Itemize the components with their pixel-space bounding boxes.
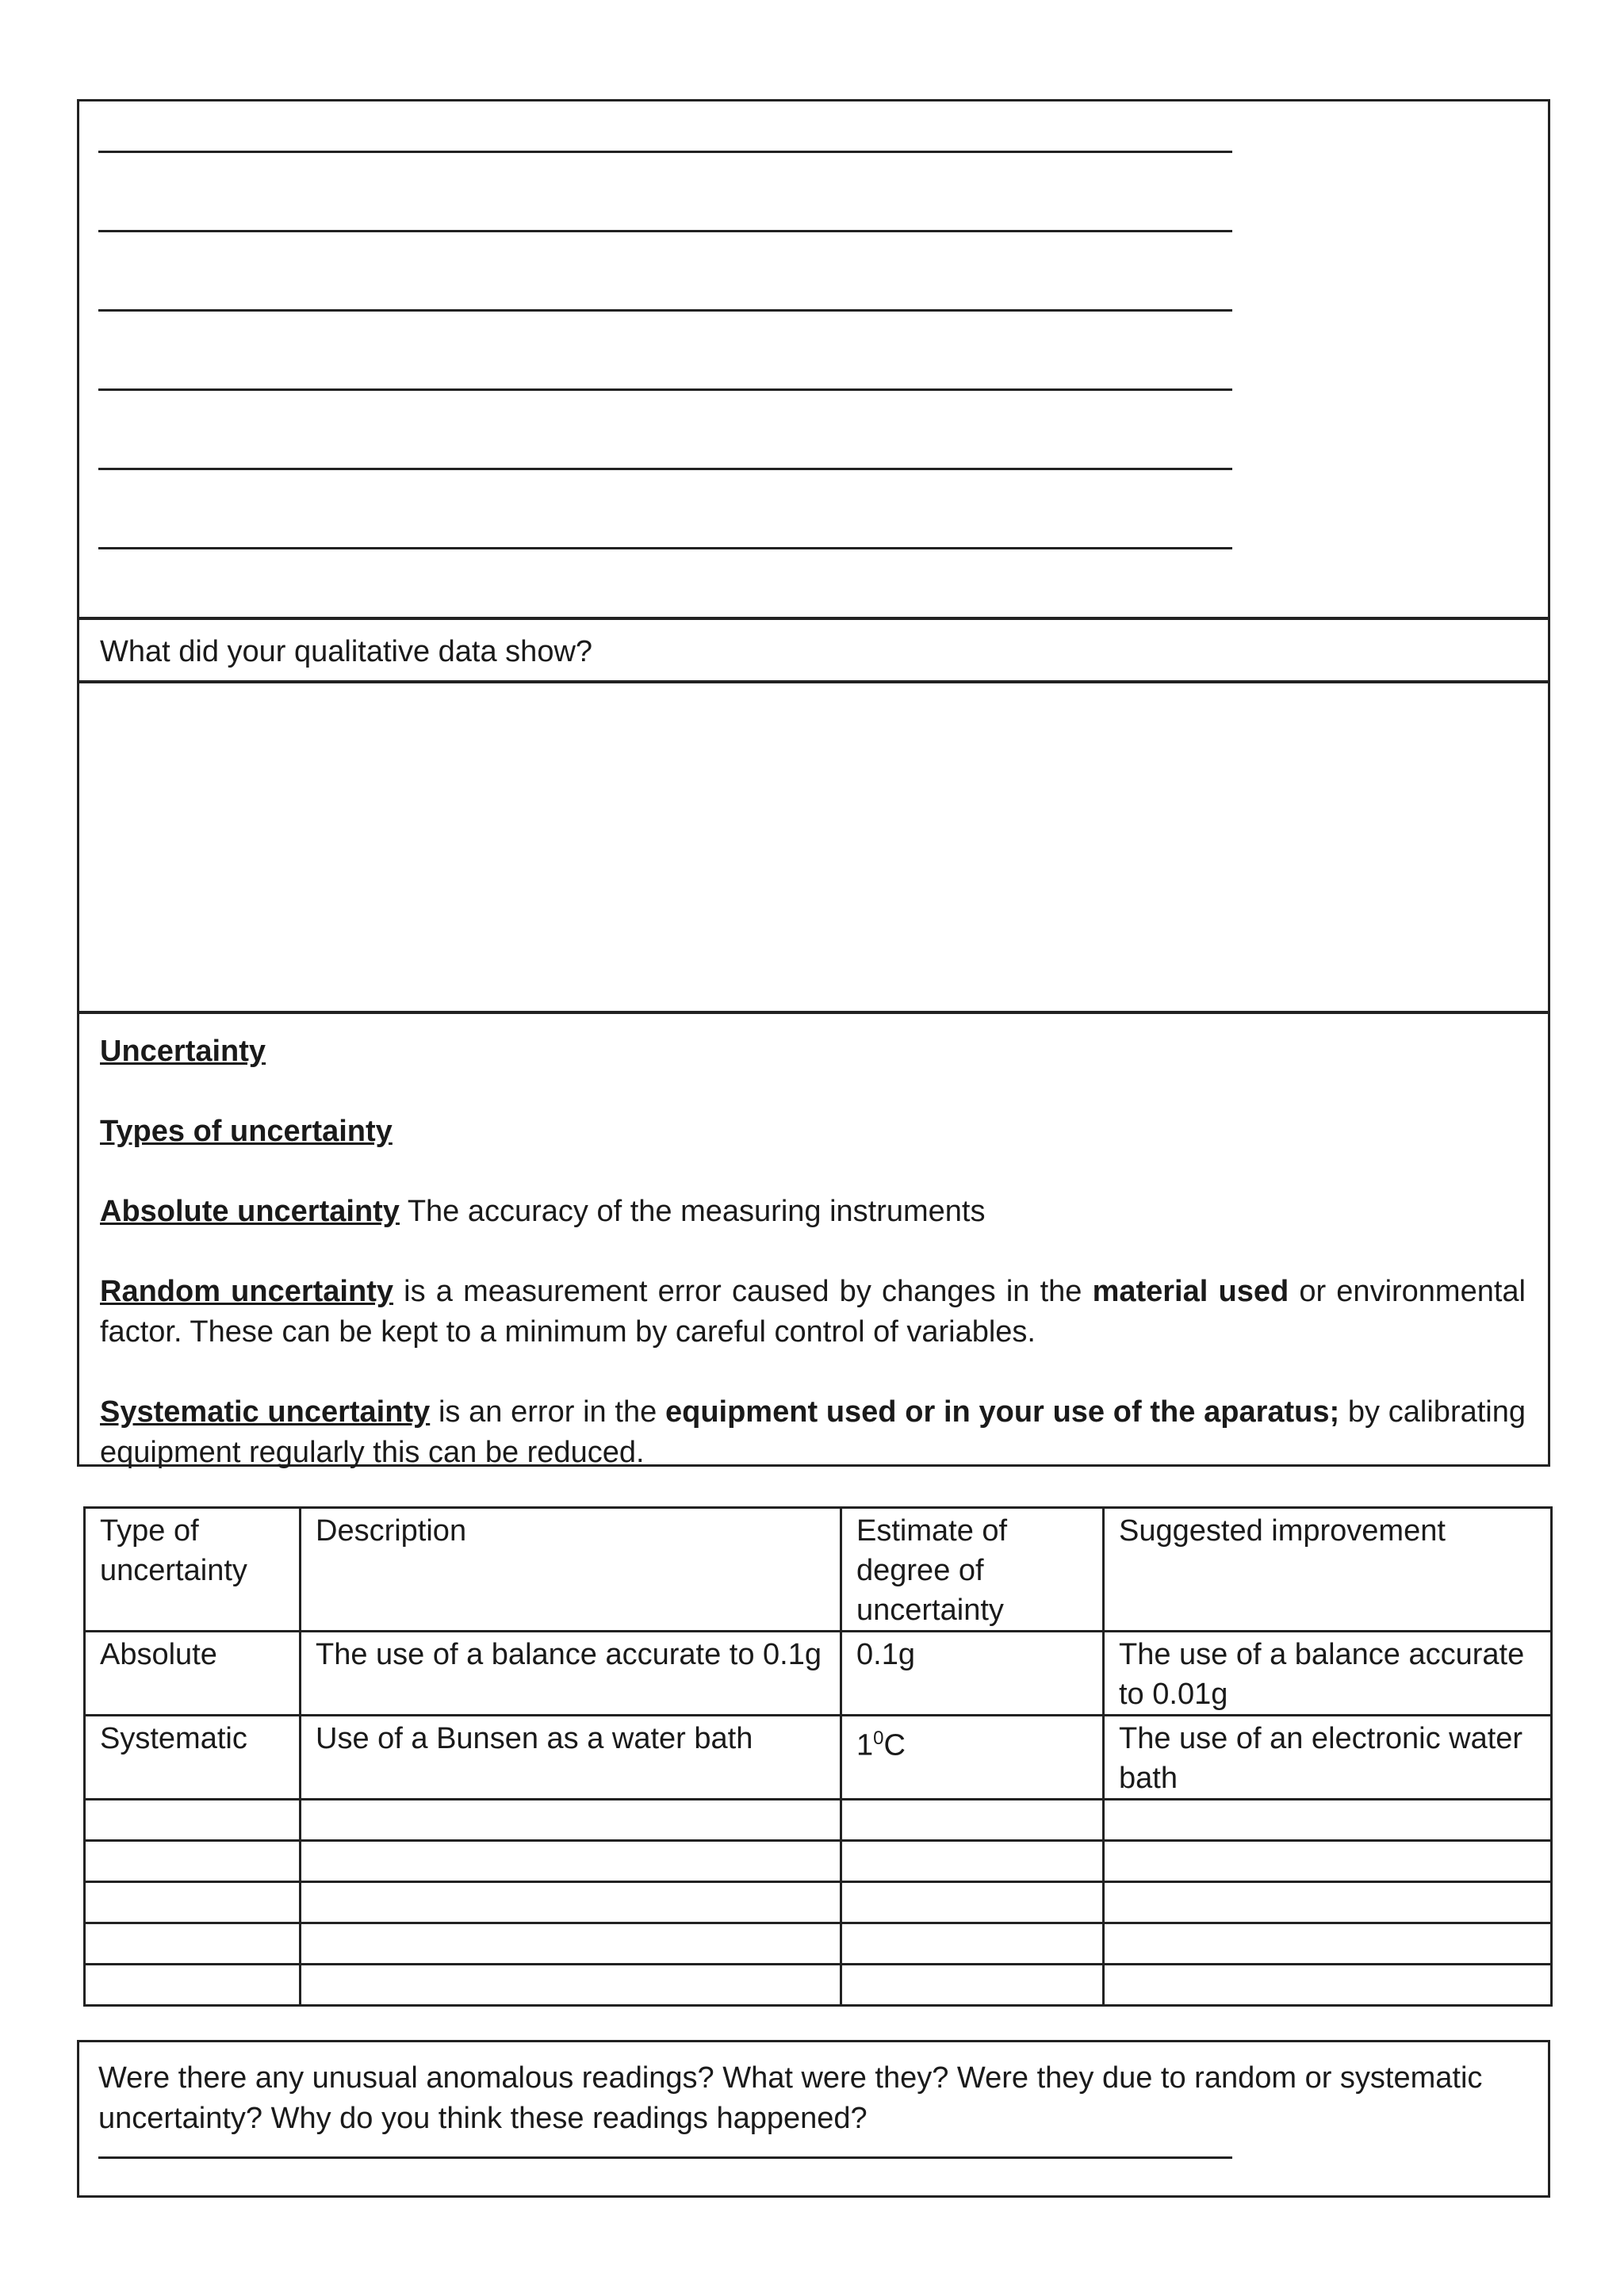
systematic-term: Systematic uncertainty (100, 1395, 431, 1429)
qualitative-answer-area[interactable] (79, 680, 1548, 1011)
random-definition (100, 1272, 1526, 1353)
systematic-definition (100, 1392, 1526, 1473)
cell-improvement: The use of an electronic water bath (1104, 1716, 1552, 1800)
empty-table-row[interactable] (85, 1882, 1552, 1923)
empty-table-row[interactable] (85, 1800, 1552, 1841)
cell-description: Use of a Bunsen as a water bath (301, 1716, 841, 1800)
cell-estimate (841, 1716, 1104, 1800)
answer-line[interactable] (98, 2156, 1232, 2159)
empty-table-row[interactable] (85, 1965, 1552, 2006)
uncertainty-section (79, 1011, 1548, 1473)
empty-cell[interactable] (1104, 1923, 1552, 1965)
systematic-bold: equipment used or in your use of the aparatus; (665, 1395, 1340, 1429)
estimate-number: 1 (856, 1728, 874, 1762)
header-description: Description (301, 1508, 841, 1632)
random-bold: material used (1092, 1275, 1289, 1308)
uncertainty-title: Uncertainty (100, 1035, 266, 1068)
systematic-text-1: is an error in the (430, 1395, 665, 1429)
empty-cell[interactable] (841, 1882, 1104, 1923)
answer-lines-area[interactable] (79, 101, 1548, 617)
empty-cell[interactable] (841, 1965, 1104, 2006)
estimate-superscript: 0 (873, 1728, 884, 1749)
empty-cell[interactable] (85, 1965, 301, 2006)
header-type: Type of uncertainty (85, 1508, 301, 1632)
empty-cell[interactable] (841, 1923, 1104, 1965)
header-improvement: Suggested improvement (1104, 1508, 1552, 1632)
empty-cell[interactable] (1104, 1800, 1552, 1841)
answer-line[interactable] (98, 388, 1232, 391)
empty-cell[interactable] (301, 1800, 841, 1841)
empty-cell[interactable] (1104, 1841, 1552, 1882)
empty-cell[interactable] (301, 1923, 841, 1965)
uncertainty-table (83, 1506, 1553, 2007)
empty-cell[interactable] (841, 1800, 1104, 1841)
cell-type: Systematic (85, 1716, 301, 1800)
absolute-text: The accuracy of the measuring instruments (399, 1195, 986, 1228)
empty-cell[interactable] (1104, 1965, 1552, 2006)
empty-cell[interactable] (1104, 1882, 1552, 1923)
cell-description: The use of a balance accurate to 0.1g (301, 1632, 841, 1716)
empty-cell[interactable] (85, 1882, 301, 1923)
systematic-text-2: by calibrating equipment regularly this can be reduced. (100, 1395, 1526, 1469)
cell-estimate: 0.1g (841, 1632, 1104, 1716)
analysis-form-box (77, 99, 1550, 1467)
cell-type: Absolute (85, 1632, 301, 1716)
table-row (85, 1716, 1552, 1800)
table-row (85, 1632, 1552, 1716)
types-heading: Types of uncertainty (100, 1115, 393, 1148)
absolute-definition (100, 1192, 1526, 1232)
empty-cell[interactable] (85, 1841, 301, 1882)
answer-line[interactable] (98, 151, 1232, 153)
answer-line[interactable] (98, 309, 1232, 312)
anomalous-question: Were there any unusual anomalous readings? What were they? Were they due to random or systematic uncertainty? Why do you think these readings happened? (98, 2061, 1483, 2135)
empty-cell[interactable] (301, 1841, 841, 1882)
random-text-1: is a measurement error caused by changes in the (393, 1275, 1093, 1308)
empty-cell[interactable] (301, 1882, 841, 1923)
cell-improvement: The use of a balance accurate to 0.01g (1104, 1632, 1552, 1716)
empty-table-row[interactable] (85, 1841, 1552, 1882)
qualitative-question: What did your qualitative data show? (79, 617, 1548, 680)
empty-cell[interactable] (85, 1923, 301, 1965)
absolute-term: Absolute uncertainty (100, 1195, 400, 1228)
estimate-unit: C (883, 1728, 906, 1762)
random-text-2: or environmental factor. These can be kept to a minimum by careful control of variables. (100, 1275, 1526, 1349)
header-estimate: Estimate of degree of uncertainty (841, 1508, 1104, 1632)
answer-line[interactable] (98, 230, 1232, 232)
empty-cell[interactable] (841, 1841, 1104, 1882)
empty-table-row[interactable] (85, 1923, 1552, 1965)
random-term: Random uncertainty (100, 1275, 393, 1308)
answer-line[interactable] (98, 468, 1232, 470)
empty-cell[interactable] (301, 1965, 841, 2006)
empty-cell[interactable] (85, 1800, 301, 1841)
anomalous-readings-box (77, 2040, 1550, 2198)
answer-line[interactable] (98, 547, 1232, 549)
table-header-row (85, 1508, 1552, 1632)
